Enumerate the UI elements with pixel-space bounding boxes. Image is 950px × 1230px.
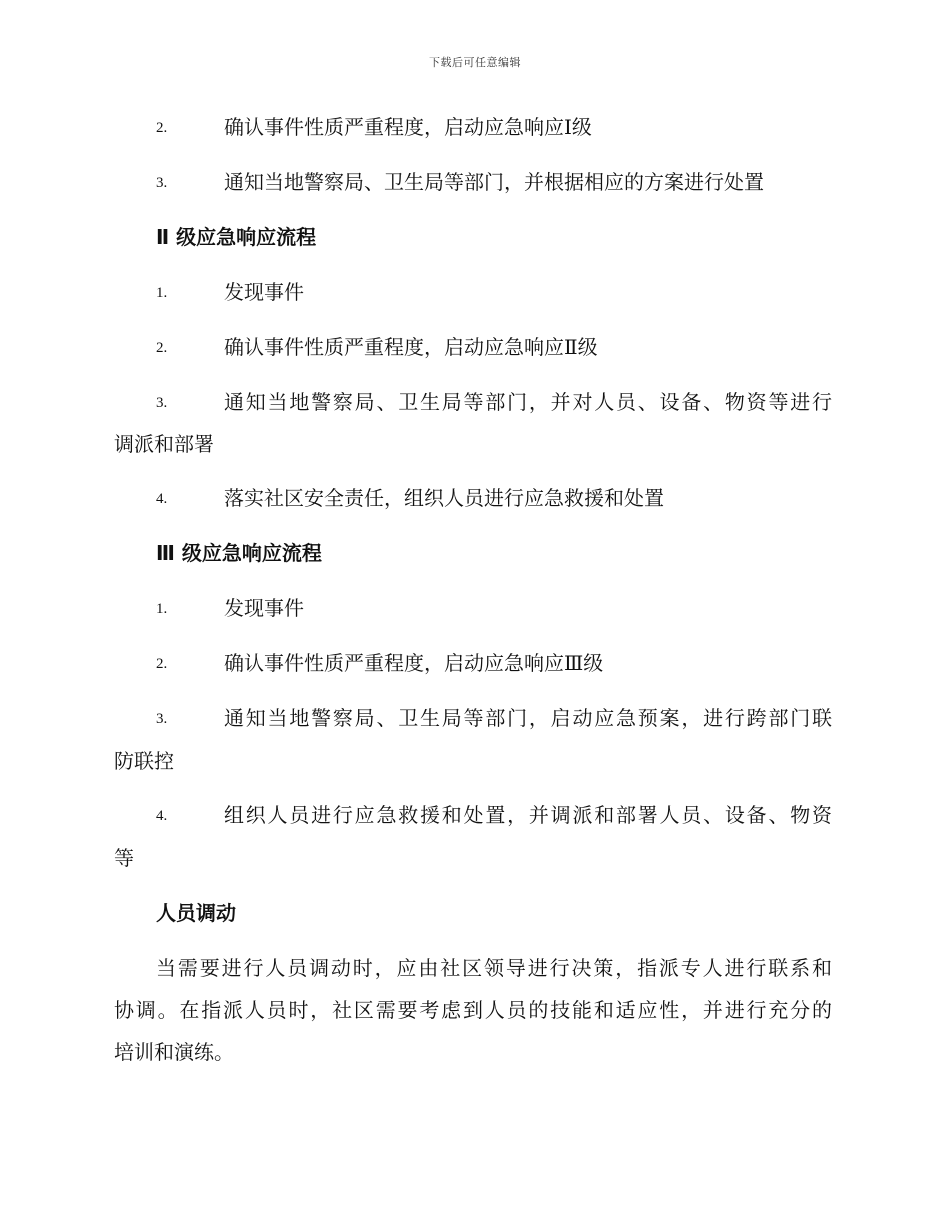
list-item-continuation: 防联控 [114, 749, 174, 773]
list-item-text: 通知当地警察局、卫生局等部门，启动应急预案，进行跨部门联 [224, 706, 832, 730]
paragraph-line: 协调。在指派人员时，社区需要考虑到人员的技能和适应性，并进行充分的 [114, 998, 832, 1022]
header-note: 下载后可任意编辑 [429, 56, 521, 69]
list-item-number: 2. [156, 656, 168, 672]
list-item-text: 确认事件性质严重程度，启动应急响应Ⅱ级 [224, 335, 598, 359]
paragraph-line: 当需要进行人员调动时，应由社区领导进行决策，指派专人进行联系和 [156, 956, 832, 980]
list-item-continuation: 等 [114, 846, 134, 870]
list-item-number: 2. [156, 340, 168, 356]
list-item-text: 落实社区安全责任，组织人员进行应急救援和处置 [224, 486, 664, 510]
list-item-text: 发现事件 [224, 280, 304, 304]
list-item-text: 确认事件性质严重程度，启动应急响应Ⅲ级 [224, 651, 604, 675]
list-item-text: 发现事件 [224, 596, 304, 620]
list-item-number: 3. [156, 711, 168, 727]
section-heading-level3: Ⅲ 级应急响应流程 [156, 541, 322, 565]
list-item-continuation: 调派和部署 [114, 432, 214, 456]
paragraph-line: 培训和演练。 [114, 1040, 234, 1064]
list-item-text: 通知当地警察局、卫生局等部门，并对人员、设备、物资等进行 [224, 390, 832, 414]
section-heading-staffing: 人员调动 [156, 901, 236, 925]
section-heading-level2: Ⅱ 级应急响应流程 [156, 225, 317, 249]
list-item-number: 3. [156, 395, 168, 411]
list-item-number: 1. [156, 601, 168, 617]
list-item-text: 确认事件性质严重程度，启动应急响应Ⅰ级 [224, 115, 592, 139]
list-item-number: 2. [156, 120, 168, 136]
list-item-text: 通知当地警察局、卫生局等部门，并根据相应的方案进行处置 [224, 170, 764, 194]
list-item-text: 组织人员进行应急救援和处置，并调派和部署人员、设备、物资 [224, 803, 832, 827]
list-item-number: 3. [156, 175, 168, 191]
list-item-number: 1. [156, 285, 168, 301]
list-item-number: 4. [156, 491, 168, 507]
list-item-number: 4. [156, 808, 168, 824]
